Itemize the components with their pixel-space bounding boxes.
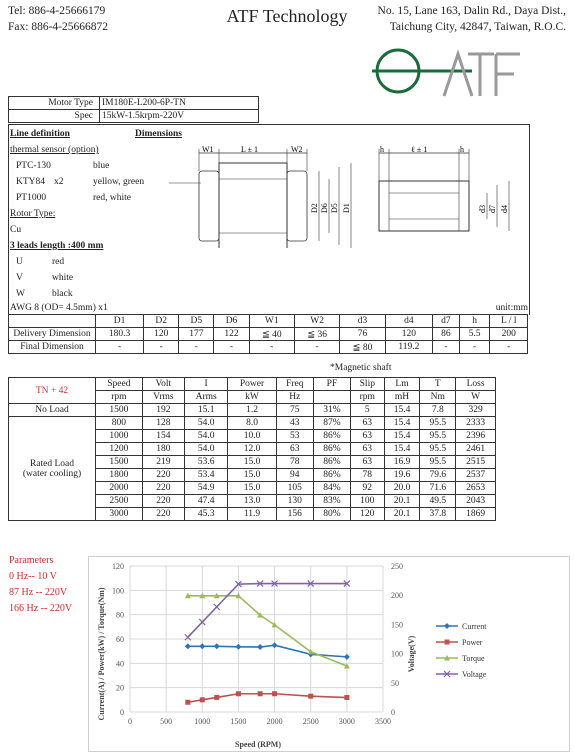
d6-label: D6 <box>320 203 329 213</box>
y2-tick-label: 200 <box>391 591 403 601</box>
perf-cell: 80% <box>313 508 350 521</box>
dim-cell: 86 <box>433 328 459 341</box>
dim-cell: 120 <box>144 328 179 341</box>
data-point-power <box>272 691 277 696</box>
line-definition-title: Line definition <box>10 129 70 139</box>
awg-text: AWG 8 (OD= 4.5mm) x1 <box>10 303 108 313</box>
y-tick-label: 60 <box>116 635 124 644</box>
x-axis-title: Speed (RPM) <box>235 740 281 749</box>
y-tick-label: 120 <box>112 562 124 571</box>
magnetic-shaft-note: *Magnetic shaft <box>330 363 392 373</box>
perf-cell: 1869 <box>456 508 496 521</box>
legend-label: Power <box>462 638 483 647</box>
perf-cell: 20.1 <box>384 495 420 508</box>
perf-cell: 83% <box>313 495 350 508</box>
dim-cell: 180.3 <box>96 328 144 341</box>
perf-cell: 2461 <box>456 443 496 456</box>
perf-unit <box>313 391 350 404</box>
perf-cell: 7.8 <box>420 404 456 417</box>
perf-cell: 15.0 <box>228 482 276 495</box>
perf-cell: 63 <box>350 456 384 469</box>
perf-cell: 15.1 <box>185 404 228 417</box>
dim-header: h <box>459 315 490 328</box>
perf-cell: 1200 <box>96 443 143 456</box>
legend-label: Voltage <box>462 670 487 679</box>
parameter-item: 87 Hz -- 220V <box>9 587 68 598</box>
perf-cell: 2333 <box>456 417 496 430</box>
sensor-color: yellow, green <box>93 177 145 187</box>
perf-cell: 95.5 <box>420 430 456 443</box>
lead-color: white <box>52 273 74 283</box>
perf-cell: 3000 <box>96 508 143 521</box>
dim-header: d3 <box>340 315 385 328</box>
perf-cell: 43 <box>276 417 313 430</box>
dim-cell: 119.2 <box>385 341 433 354</box>
sensor-name: KTY84 <box>16 177 46 187</box>
y2-tick-label: 100 <box>391 649 403 659</box>
sensor-color: red, white <box>93 193 131 203</box>
y2-tick-label: 150 <box>391 620 403 630</box>
perf-cell: 86% <box>313 469 350 482</box>
table-row <box>9 404 496 417</box>
perf-header: Speed <box>96 378 143 391</box>
w1-label: W1 <box>202 145 214 154</box>
perf-cell: 16.9 <box>384 456 420 469</box>
perf-cell: 1500 <box>96 404 143 417</box>
perf-cell: 1.2 <box>228 404 276 417</box>
perf-cell: 84% <box>313 482 350 495</box>
perf-header: Freq <box>276 378 313 391</box>
dim-cell: 120 <box>385 328 433 341</box>
dim-header: L / l <box>490 315 528 328</box>
dim-header: D2 <box>144 315 179 328</box>
dim-cell: - <box>96 341 144 354</box>
perf-cell: 8.0 <box>228 417 276 430</box>
perf-cell: 63 <box>350 430 384 443</box>
perf-cell: 63 <box>350 417 384 430</box>
stator-drawing <box>169 143 369 248</box>
perf-cell: 79.6 <box>420 469 456 482</box>
perf-cell: 95.5 <box>420 456 456 469</box>
dim-cell: ≦ 36 <box>294 328 339 341</box>
legend-label: Torque <box>462 654 485 663</box>
dim-cell: - <box>214 341 249 354</box>
dim-cell: - <box>433 341 459 354</box>
perf-cell: 219 <box>142 456 184 469</box>
dim-cell: 122 <box>214 328 249 341</box>
fax-text: Fax: 886-4-25666872 <box>8 21 108 33</box>
perf-cell: 86% <box>313 443 350 456</box>
perf-cell: 54.9 <box>185 482 228 495</box>
perf-cell: 220 <box>142 508 184 521</box>
performance-table <box>8 377 496 521</box>
dim-header: D1 <box>96 315 144 328</box>
dim-header: d7 <box>433 315 459 328</box>
perf-cell: 220 <box>142 482 184 495</box>
perf-cell: 54.0 <box>185 443 228 456</box>
perf-cell: 329 <box>456 404 496 417</box>
dim-header: D5 <box>179 315 214 328</box>
perf-cell: 86% <box>313 430 350 443</box>
thermal-sensor-title: thermal sensor (option) <box>10 145 99 155</box>
company-address <box>378 3 566 35</box>
perf-cell: 54.0 <box>185 430 228 443</box>
perf-cell: 2396 <box>456 430 496 443</box>
dim-header: d4 <box>385 315 433 328</box>
perf-cell: 47.4 <box>185 495 228 508</box>
perf-cell: 78 <box>276 456 313 469</box>
legend-marker <box>445 640 450 645</box>
x-tick-label: 500 <box>160 717 173 726</box>
lead-name: U <box>16 257 23 267</box>
perf-header: Loss <box>456 378 496 391</box>
motor-type-label: Motor Type <box>9 97 100 110</box>
lead-name: W <box>16 289 25 299</box>
no-load-label: No Load <box>9 404 96 417</box>
perf-cell: 75 <box>276 404 313 417</box>
dim-cell: 200 <box>490 328 528 341</box>
lead-color: red <box>52 257 65 267</box>
data-point-power <box>344 695 349 700</box>
perf-cell: 220 <box>142 495 184 508</box>
y-axis-title: Current(A) / Power(kW) / Torque(Nm) <box>97 587 106 721</box>
spec-table <box>8 96 259 123</box>
leads-title: 3 leads length :400 mm <box>10 241 104 251</box>
d4-label: d4 <box>500 205 509 213</box>
dim-cell: 76 <box>340 328 385 341</box>
perf-cell: 78 <box>350 469 384 482</box>
perf-unit: Vrms <box>142 391 184 404</box>
perf-cell: 19.6 <box>384 469 420 482</box>
perf-cell: 1000 <box>96 430 143 443</box>
perf-cell: 10.0 <box>228 430 276 443</box>
perf-cell: 53.4 <box>185 469 228 482</box>
y-tick-label: 0 <box>120 708 124 717</box>
perf-cell: 92 <box>350 482 384 495</box>
perf-cell: 45.3 <box>185 508 228 521</box>
dimension-table <box>8 314 528 354</box>
perf-cell: 15.4 <box>384 417 420 430</box>
perf-header: I <box>185 378 228 391</box>
sensor-qty: x2 <box>54 177 64 187</box>
perf-header: Slip <box>350 378 384 391</box>
perf-cell: 54.0 <box>185 417 228 430</box>
dimensions-title: Dimensions <box>135 129 182 139</box>
d1-label: D1 <box>342 203 351 213</box>
table-row <box>9 328 528 341</box>
rated-load-line2: (water cooling) <box>22 468 82 479</box>
perf-cell: 15.0 <box>228 456 276 469</box>
parameter-item: 166 Hz -- 220V <box>9 603 73 614</box>
y2-tick-label: 50 <box>391 678 399 688</box>
dim-cell: Delivery Dimension <box>9 328 96 341</box>
y2-axis-title: Voltage(V) <box>407 635 416 673</box>
data-point-power <box>200 697 205 702</box>
perf-cell: 100 <box>350 495 384 508</box>
table-row <box>9 417 496 430</box>
tn-label: TN + 42 <box>9 378 96 404</box>
dim-cell: - <box>249 341 294 354</box>
x-tick-label: 0 <box>128 717 132 726</box>
sensor-name: PT1000 <box>16 193 47 203</box>
dim-cell: ≦ 40 <box>249 328 294 341</box>
dim-header: D6 <box>214 315 249 328</box>
y-tick-label: 20 <box>116 683 124 693</box>
perf-cell: 20.1 <box>384 508 420 521</box>
legend-label: Current <box>462 622 487 631</box>
l-label: L ± 1 <box>241 145 258 154</box>
perf-header: T <box>420 378 456 391</box>
parameters-title: Parameters <box>9 555 54 566</box>
y-tick-label: 100 <box>112 586 124 596</box>
rated-load-line1: Rated Load <box>29 458 75 469</box>
dim-header: W2 <box>294 315 339 328</box>
perf-cell: 1800 <box>96 469 143 482</box>
d7-label: d7 <box>488 205 497 213</box>
perf-header: Volt <box>142 378 184 391</box>
dim-cell: - <box>179 341 214 354</box>
address-line-2: Taichung City, 42847, Taiwan, R.O.C. <box>389 21 566 33</box>
parameter-item: 0 Hz-- 10 V <box>9 571 57 582</box>
dim-cell: - <box>144 341 179 354</box>
rotor-h-right-label: h <box>460 145 464 154</box>
x-tick-label: 3000 <box>338 717 355 726</box>
x-tick-label: 1500 <box>230 717 247 726</box>
data-point-power <box>258 691 263 696</box>
perf-cell: 2515 <box>456 456 496 469</box>
perf-cell: 15.0 <box>228 469 276 482</box>
dim-cell: - <box>490 341 528 354</box>
dim-cell: 5.5 <box>459 328 490 341</box>
dim-cell: - <box>459 341 490 354</box>
perf-cell: 105 <box>276 482 313 495</box>
rotor-drawing <box>369 143 519 248</box>
perf-header: PF <box>313 378 350 391</box>
perf-unit: rpm <box>96 391 143 404</box>
performance-chart <box>88 556 570 752</box>
data-point-power <box>214 695 219 700</box>
perf-unit: rpm <box>350 391 384 404</box>
perf-cell: 37.8 <box>420 508 456 521</box>
rotor-h-left-label: h <box>380 145 384 154</box>
dim-cell: ≦ 80 <box>340 341 385 354</box>
y2-tick-label: 250 <box>391 562 403 571</box>
perf-cell: 49.5 <box>420 495 456 508</box>
perf-cell: 53 <box>276 430 313 443</box>
data-point-power <box>308 694 313 699</box>
unit-text: unit:mm <box>495 303 528 313</box>
lead-name: V <box>16 273 23 283</box>
perf-cell: 71.6 <box>420 482 456 495</box>
y-tick-label: 80 <box>116 610 124 620</box>
w2-label: W2 <box>291 145 303 154</box>
perf-cell: 11.9 <box>228 508 276 521</box>
rotor-type-label: Rotor Type: <box>10 209 56 219</box>
spec-label: Spec <box>9 110 100 123</box>
perf-cell: 63 <box>350 443 384 456</box>
perf-cell: 2043 <box>456 495 496 508</box>
motor-type-value: IM180E-L200-6P-TN <box>100 97 259 110</box>
perf-cell: 15.4 <box>384 430 420 443</box>
perf-cell: 800 <box>96 417 143 430</box>
dim-header: W1 <box>249 315 294 328</box>
tel-text: Tel: 886-4-25666179 <box>8 5 106 17</box>
perf-cell: 192 <box>142 404 184 417</box>
perf-cell: 86% <box>313 456 350 469</box>
x-tick-label: 2500 <box>302 717 319 726</box>
rotor-l-label: ℓ ± 1 <box>411 145 428 154</box>
sensor-name: PTC-130 <box>16 161 51 171</box>
perf-cell: 20.0 <box>384 482 420 495</box>
dim-header <box>9 315 96 328</box>
data-point-power <box>185 700 190 705</box>
table-row <box>9 341 528 354</box>
perf-cell: 2000 <box>96 482 143 495</box>
rotor-type-value: Cu <box>10 225 22 235</box>
perf-cell: 87% <box>313 417 350 430</box>
perf-unit: W <box>456 391 496 404</box>
perf-cell: 2537 <box>456 469 496 482</box>
perf-cell: 12.0 <box>228 443 276 456</box>
perf-cell: 128 <box>142 417 184 430</box>
spec-value: 15kW-1.5krpm-220V <box>100 110 259 123</box>
perf-cell: 95.5 <box>420 443 456 456</box>
d3-label: d3 <box>478 205 487 213</box>
perf-cell: 13.0 <box>228 495 276 508</box>
perf-cell: 53.6 <box>185 456 228 469</box>
perf-cell: 15.4 <box>384 404 420 417</box>
x-tick-label: 1000 <box>194 717 211 726</box>
x-tick-label: 2000 <box>266 717 283 726</box>
y2-tick-label: 0 <box>391 708 395 717</box>
lead-color: black <box>52 289 73 299</box>
dim-cell: Final Dimension <box>9 341 96 354</box>
perf-unit: kW <box>228 391 276 404</box>
perf-cell: 2653 <box>456 482 496 495</box>
perf-unit: mH <box>384 391 420 404</box>
rated-load-label <box>9 417 96 521</box>
perf-cell: 120 <box>350 508 384 521</box>
perf-header: Power <box>228 378 276 391</box>
perf-cell: 5 <box>350 404 384 417</box>
address-line-1: No. 15, Lane 163, Dalin Rd., Daya Dist., <box>377 5 566 17</box>
company-name: ATF Technology <box>226 6 348 26</box>
perf-header: Lm <box>384 378 420 391</box>
dim-cell: - <box>294 341 339 354</box>
sensor-color: blue <box>93 161 110 171</box>
perf-cell: 130 <box>276 495 313 508</box>
line-definition-section <box>8 124 530 315</box>
perf-cell: 1500 <box>96 456 143 469</box>
y-tick-label: 40 <box>116 659 124 669</box>
perf-cell: 31% <box>313 404 350 417</box>
d2-label: D2 <box>310 203 319 213</box>
atf-logo <box>372 42 528 98</box>
perf-cell: 2500 <box>96 495 143 508</box>
parameters-block <box>9 553 72 617</box>
perf-cell: 95.5 <box>420 417 456 430</box>
perf-cell: 180 <box>142 443 184 456</box>
perf-unit: Hz <box>276 391 313 404</box>
perf-cell: 15.4 <box>384 443 420 456</box>
perf-cell: 156 <box>276 508 313 521</box>
perf-unit: Arms <box>185 391 228 404</box>
d5-label: D5 <box>330 203 339 213</box>
perf-cell: 154 <box>142 430 184 443</box>
perf-cell: 220 <box>142 469 184 482</box>
perf-cell: 63 <box>276 443 313 456</box>
x-tick-label: 3500 <box>375 717 391 726</box>
dim-cell: 177 <box>179 328 214 341</box>
perf-cell: 94 <box>276 469 313 482</box>
perf-unit: Nm <box>420 391 456 404</box>
data-point-power <box>236 691 241 696</box>
